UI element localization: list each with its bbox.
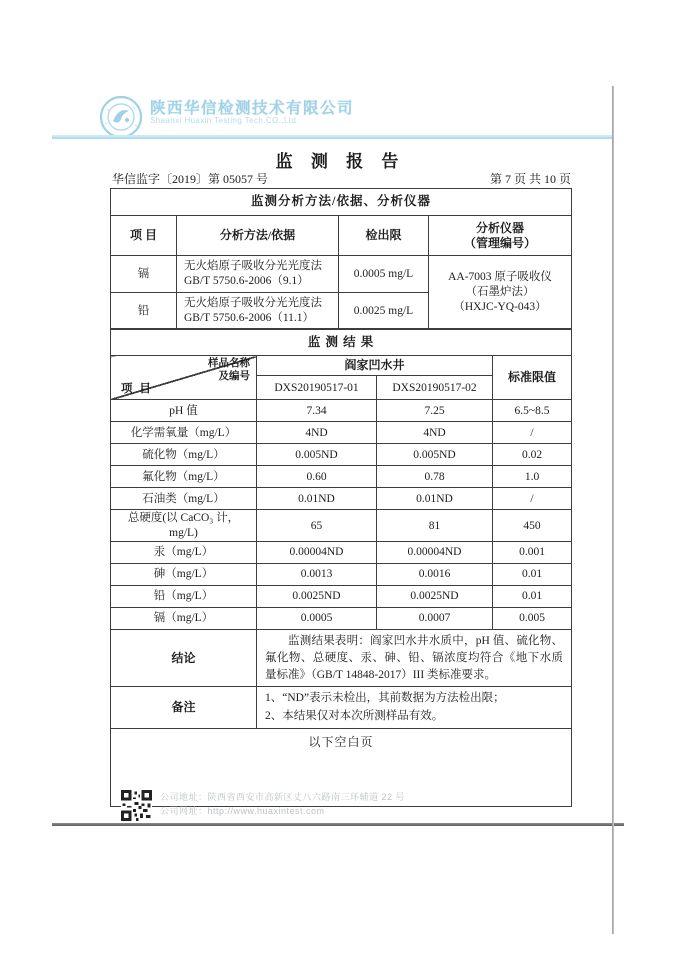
col-header-method: 分析方法/依据 (177, 216, 339, 256)
footer-contact-block (160, 791, 405, 818)
limit-value: 0.01 (493, 586, 572, 608)
diagonal-header-cell (111, 356, 257, 400)
value-sample-2: 7.25 (377, 400, 493, 422)
result-row-arsenic (111, 564, 572, 586)
result-table-caption-row (111, 329, 572, 356)
method-basis: 无火焰原子吸收分光光度法 GB/T 5750.6-2006（11.1） (177, 293, 339, 330)
footer-divider (52, 823, 624, 826)
limit-header: 标准限值 (493, 356, 572, 400)
conclusion-text-cell (257, 630, 572, 687)
blank-page-note: 以下空白页 (308, 735, 374, 750)
param-label: pH 值 (111, 400, 257, 422)
company-name-block (150, 100, 354, 126)
method-basis: 无火焰原子吸收分光光度法 GB/T 5750.6-2006（9.1） (177, 256, 339, 293)
remark-line-1: 1、“ND”表示未检出，其前数据为方法检出限； (265, 692, 505, 705)
value-sample-1: 0.005ND (257, 444, 377, 466)
corner-item-label: 项 目 (121, 383, 153, 396)
param-label: 汞（mg/L） (111, 542, 257, 564)
value-sample-1: 0.01ND (257, 488, 377, 510)
result-row-mercury (111, 542, 572, 564)
remark-text-cell (257, 687, 572, 729)
report-number: 华信监字〔2019〕第 05057 号 (112, 172, 269, 186)
conclusion-label: 结论 (111, 630, 257, 687)
result-row-sulfide (111, 444, 572, 466)
result-table (110, 328, 572, 807)
limit-value: 450 (493, 510, 572, 542)
limit-value: 6.5~8.5 (493, 400, 572, 422)
result-row-hardness (111, 510, 572, 542)
limit-value: / (493, 422, 572, 444)
value-sample-1: 0.60 (257, 466, 377, 488)
header-divider (52, 135, 612, 139)
page-indicator: 第 7 页 共 10 页 (489, 172, 571, 186)
value-sample-2: 0.0025ND (377, 586, 493, 608)
conclusion-text: 监测结果表明：阎家凹水井水质中，pH 值、硫化物、氟化物、总硬度、汞、砷、铅、镉浓度均符合《地下水质量标准》（GB/T 14848-2017）III 类标准要求。 (265, 635, 564, 681)
value-sample-2: 0.00004ND (377, 542, 493, 564)
method-table-caption: 监测分析方法/依据、分析仪器 (111, 189, 572, 216)
method-table (110, 188, 572, 330)
sample-id-2: DXS20190517-02 (377, 376, 493, 400)
value-sample-2: 0.005ND (377, 444, 493, 466)
method-detection-limit: 0.0005 mg/L (339, 256, 429, 293)
param-label: 砷（mg/L） (111, 564, 257, 586)
value-sample-1: 0.00004ND (257, 542, 377, 564)
instrument-cell: AA-7003 原子吸收仪 （石墨炉法） （HXJC-YQ-043） (429, 256, 572, 330)
method-item: 镉 (111, 256, 177, 293)
result-table-caption: 监 测 结 果 (111, 329, 572, 356)
value-sample-1: 65 (257, 510, 377, 542)
result-row-cadmium (111, 608, 572, 630)
value-sample-1: 0.0013 (257, 564, 377, 586)
corner-sample-label: 样品名称 及编号 (208, 358, 250, 382)
value-sample-2: 0.0007 (377, 608, 493, 630)
value-sample-1: 4ND (257, 422, 377, 444)
remark-line-2: 2、本结果仅对本次所测样品有效。 (265, 709, 444, 722)
sample-id-1: DXS20190517-01 (257, 376, 377, 400)
limit-value: 0.001 (493, 542, 572, 564)
param-label: 镉（mg/L） (111, 608, 257, 630)
scan-page-edge (612, 86, 614, 934)
result-row-lead (111, 586, 572, 608)
method-table-header-row (111, 216, 572, 256)
remark-label: 备注 (111, 687, 257, 729)
limit-value: / (493, 488, 572, 510)
method-item: 铅 (111, 293, 177, 330)
report-title: 监 测 报 告 (275, 152, 406, 171)
value-sample-1: 7.34 (257, 400, 377, 422)
company-name-en: Shaanxi Huaxin Testing Tech.CO.,Ltd (150, 116, 297, 126)
result-row-fluoride (111, 466, 572, 488)
company-logo-icon (99, 95, 143, 139)
footer-address: 公司地址：陕西省西安市高新区丈八六路南三环辅道 22 号 (160, 792, 406, 802)
remark-row (111, 687, 572, 729)
value-sample-2: 4ND (377, 422, 493, 444)
method-row-cadmium (111, 256, 572, 293)
method-detection-limit: 0.0025 mg/L (339, 293, 429, 330)
value-sample-1: 0.0005 (257, 608, 377, 630)
value-sample-2: 0.01ND (377, 488, 493, 510)
col-header-detection-limit: 检出限 (339, 216, 429, 256)
param-label: 氟化物（mg/L） (111, 466, 257, 488)
value-sample-1: 0.0025ND (257, 586, 377, 608)
value-sample-2: 0.0016 (377, 564, 493, 586)
result-row-petroleum (111, 488, 572, 510)
param-label: 硫化物（mg/L） (111, 444, 257, 466)
limit-value: 0.01 (493, 564, 572, 586)
value-sample-2: 81 (377, 510, 493, 542)
param-label: 化学需氧量（mg/L） (111, 422, 257, 444)
qr-code-icon (121, 790, 152, 821)
value-sample-2: 0.78 (377, 466, 493, 488)
conclusion-row (111, 630, 572, 687)
sample-group-header: 阎家凹水井 (257, 356, 493, 376)
param-label: 石油类（mg/L） (111, 488, 257, 510)
limit-value: 0.005 (493, 608, 572, 630)
limit-value: 0.02 (493, 444, 572, 466)
company-name-cn: 陕西华信检测技术有限公司 (150, 100, 355, 117)
limit-value: 1.0 (493, 466, 572, 488)
col-header-item: 项 目 (111, 216, 177, 256)
param-label: 总硬度(以 CaCO₃ 计，mg/L) (111, 510, 257, 542)
result-row-ph (111, 400, 572, 422)
result-header-row-1 (111, 356, 572, 376)
param-label: 铅（mg/L） (111, 586, 257, 608)
method-table-caption-row (111, 189, 572, 216)
col-header-instrument: 分析仪器 （管理编号） (429, 216, 572, 256)
result-row-cod (111, 422, 572, 444)
footer-website: 公司网址：http://www.huaxintest.com (160, 805, 325, 816)
